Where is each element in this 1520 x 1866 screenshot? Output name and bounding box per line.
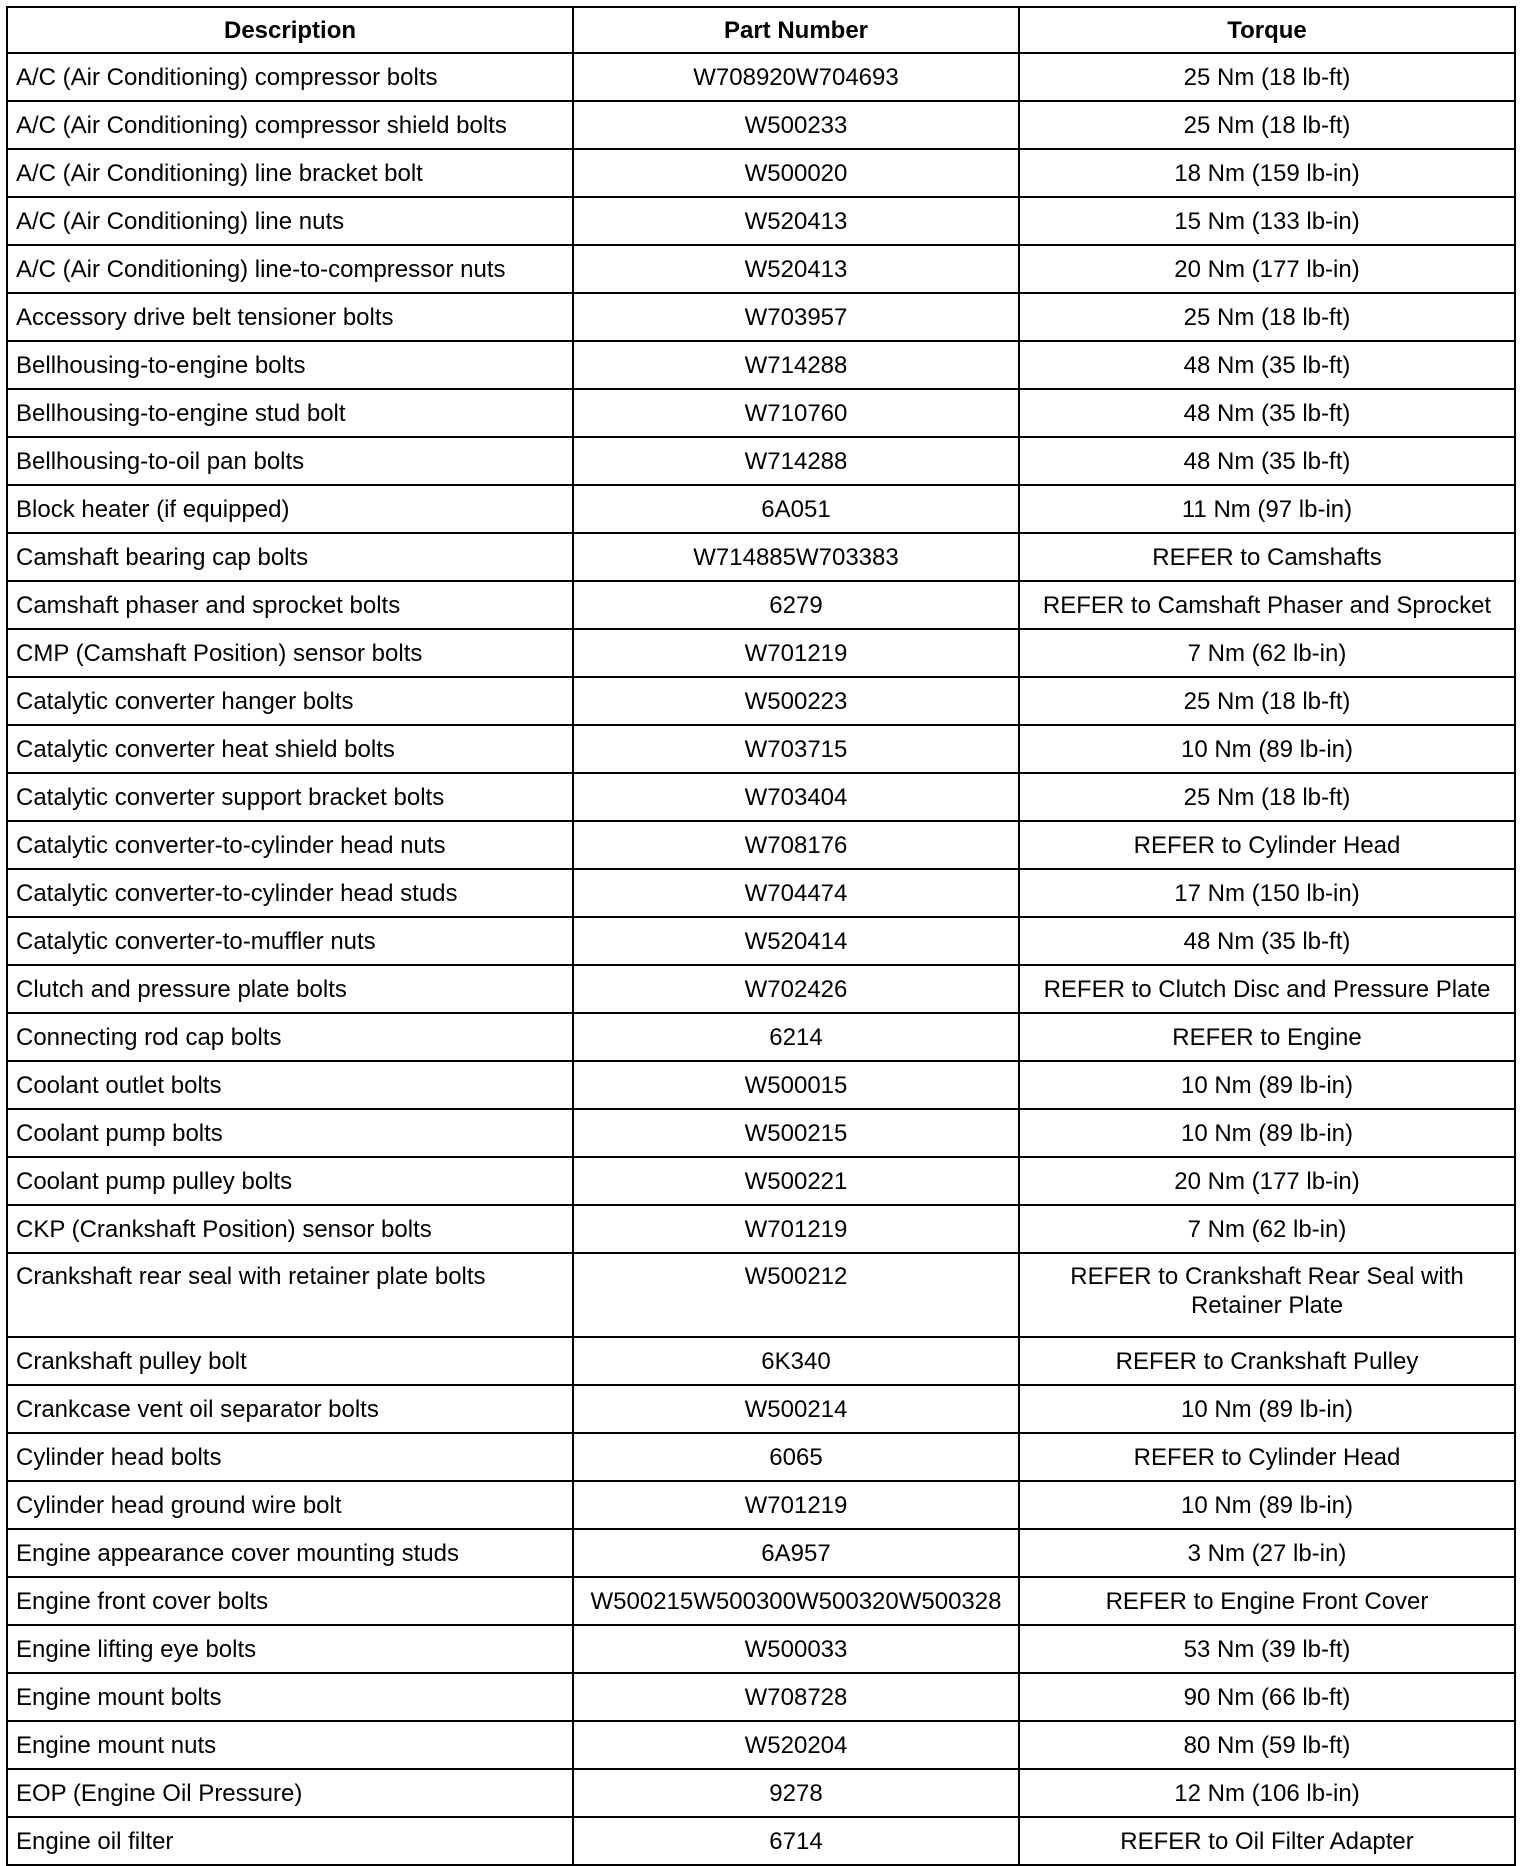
- description-cell: Catalytic converter-to-cylinder head nuts: [7, 821, 573, 869]
- part-number-cell: 6K340: [573, 1337, 1019, 1385]
- torque-cell: 18 Nm (159 lb-in): [1019, 149, 1515, 197]
- table-row: [7, 1673, 1515, 1721]
- description-cell: Camshaft phaser and sprocket bolts: [7, 581, 573, 629]
- description-cell: Cylinder head ground wire bolt: [7, 1481, 573, 1529]
- table-row: [7, 821, 1515, 869]
- torque-cell: 25 Nm (18 lb-ft): [1019, 677, 1515, 725]
- torque-cell: 48 Nm (35 lb-ft): [1019, 389, 1515, 437]
- description-cell: Engine appearance cover mounting studs: [7, 1529, 573, 1577]
- part-number-cell: W500214: [573, 1385, 1019, 1433]
- description-cell: A/C (Air Conditioning) line-to-compressor nuts: [7, 245, 573, 293]
- torque-cell: 48 Nm (35 lb-ft): [1019, 341, 1515, 389]
- torque-cell: 10 Nm (89 lb-in): [1019, 1481, 1515, 1529]
- description-cell: A/C (Air Conditioning) compressor bolts: [7, 53, 573, 101]
- torque-cell: 12 Nm (106 lb-in): [1019, 1769, 1515, 1817]
- part-number-cell: W500020: [573, 149, 1019, 197]
- torque-cell: 80 Nm (59 lb-ft): [1019, 1721, 1515, 1769]
- part-number-cell: W500015: [573, 1061, 1019, 1109]
- description-cell: Block heater (if equipped): [7, 485, 573, 533]
- description-cell: CKP (Crankshaft Position) sensor bolts: [7, 1205, 573, 1253]
- table-row: [7, 725, 1515, 773]
- torque-cell: 25 Nm (18 lb-ft): [1019, 773, 1515, 821]
- part-number-cell: W714885W703383: [573, 533, 1019, 581]
- description-cell: Bellhousing-to-engine stud bolt: [7, 389, 573, 437]
- table-row: [7, 1577, 1515, 1625]
- part-number-cell: W708176: [573, 821, 1019, 869]
- torque-cell: 7 Nm (62 lb-in): [1019, 629, 1515, 677]
- torque-cell: REFER to Crankshaft Pulley: [1019, 1337, 1515, 1385]
- description-cell: Clutch and pressure plate bolts: [7, 965, 573, 1013]
- table-row: [7, 293, 1515, 341]
- table-row: [7, 1013, 1515, 1061]
- table-row: [7, 1433, 1515, 1481]
- description-cell: Bellhousing-to-engine bolts: [7, 341, 573, 389]
- torque-cell: REFER to Engine: [1019, 1013, 1515, 1061]
- torque-cell: 10 Nm (89 lb-in): [1019, 1109, 1515, 1157]
- part-number-cell: W500212: [573, 1253, 1019, 1337]
- description-cell: Bellhousing-to-oil pan bolts: [7, 437, 573, 485]
- table-row: [7, 1817, 1515, 1865]
- table-row: [7, 437, 1515, 485]
- description-cell: Catalytic converter support bracket bolts: [7, 773, 573, 821]
- part-number-cell: W520413: [573, 245, 1019, 293]
- part-number-cell: W703957: [573, 293, 1019, 341]
- table-row: [7, 245, 1515, 293]
- part-number-cell: W702426: [573, 965, 1019, 1013]
- part-number-cell: W701219: [573, 629, 1019, 677]
- part-number-cell: W520204: [573, 1721, 1019, 1769]
- header-torque: Torque: [1019, 7, 1515, 53]
- part-number-cell: W708728: [573, 1673, 1019, 1721]
- header-part-number: Part Number: [573, 7, 1019, 53]
- description-cell: Catalytic converter heat shield bolts: [7, 725, 573, 773]
- description-cell: Accessory drive belt tensioner bolts: [7, 293, 573, 341]
- part-number-cell: W701219: [573, 1205, 1019, 1253]
- torque-cell: REFER to Cylinder Head: [1019, 1433, 1515, 1481]
- torque-cell: 48 Nm (35 lb-ft): [1019, 917, 1515, 965]
- part-number-cell: W710760: [573, 389, 1019, 437]
- torque-cell: 25 Nm (18 lb-ft): [1019, 293, 1515, 341]
- description-cell: Engine lifting eye bolts: [7, 1625, 573, 1673]
- part-number-cell: W500033: [573, 1625, 1019, 1673]
- description-cell: Engine mount nuts: [7, 1721, 573, 1769]
- description-cell: Coolant outlet bolts: [7, 1061, 573, 1109]
- description-cell: Engine oil filter: [7, 1817, 573, 1865]
- torque-cell: 48 Nm (35 lb-ft): [1019, 437, 1515, 485]
- table-row: [7, 581, 1515, 629]
- torque-cell: REFER to Cylinder Head: [1019, 821, 1515, 869]
- part-number-cell: W701219: [573, 1481, 1019, 1529]
- torque-cell: 25 Nm (18 lb-ft): [1019, 101, 1515, 149]
- description-cell: Crankshaft pulley bolt: [7, 1337, 573, 1385]
- table-row: [7, 677, 1515, 725]
- description-cell: Connecting rod cap bolts: [7, 1013, 573, 1061]
- table-row: [7, 1385, 1515, 1433]
- torque-cell: 17 Nm (150 lb-in): [1019, 869, 1515, 917]
- table-row: [7, 1157, 1515, 1205]
- part-number-cell: W520414: [573, 917, 1019, 965]
- table-row: [7, 533, 1515, 581]
- description-cell: EOP (Engine Oil Pressure): [7, 1769, 573, 1817]
- torque-cell: 20 Nm (177 lb-in): [1019, 245, 1515, 293]
- torque-cell: 90 Nm (66 lb-ft): [1019, 1673, 1515, 1721]
- description-cell: Coolant pump pulley bolts: [7, 1157, 573, 1205]
- table-row: [7, 1769, 1515, 1817]
- description-cell: A/C (Air Conditioning) compressor shield bolts: [7, 101, 573, 149]
- torque-cell: 15 Nm (133 lb-in): [1019, 197, 1515, 245]
- table-row: [7, 149, 1515, 197]
- table-row: [7, 1253, 1515, 1337]
- table-header-row: [7, 7, 1515, 53]
- table-row: [7, 1205, 1515, 1253]
- part-number-cell: W500221: [573, 1157, 1019, 1205]
- table-row: [7, 197, 1515, 245]
- table-row: [7, 53, 1515, 101]
- part-number-cell: 6A957: [573, 1529, 1019, 1577]
- description-cell: A/C (Air Conditioning) line nuts: [7, 197, 573, 245]
- torque-cell: 53 Nm (39 lb-ft): [1019, 1625, 1515, 1673]
- table-row: [7, 917, 1515, 965]
- description-cell: Engine mount bolts: [7, 1673, 573, 1721]
- part-number-cell: W500233: [573, 101, 1019, 149]
- table-row: [7, 1625, 1515, 1673]
- part-number-cell: 6065: [573, 1433, 1019, 1481]
- table-row: [7, 341, 1515, 389]
- part-number-cell: W708920W704693: [573, 53, 1019, 101]
- description-cell: Catalytic converter-to-muffler nuts: [7, 917, 573, 965]
- torque-cell: 10 Nm (89 lb-in): [1019, 1061, 1515, 1109]
- part-number-cell: 6279: [573, 581, 1019, 629]
- torque-cell: 3 Nm (27 lb-in): [1019, 1529, 1515, 1577]
- torque-cell: REFER to Engine Front Cover: [1019, 1577, 1515, 1625]
- table-row: [7, 965, 1515, 1013]
- part-number-cell: W703715: [573, 725, 1019, 773]
- description-cell: Coolant pump bolts: [7, 1109, 573, 1157]
- part-number-cell: W714288: [573, 341, 1019, 389]
- table-row: [7, 1721, 1515, 1769]
- part-number-cell: 6714: [573, 1817, 1019, 1865]
- part-number-cell: 9278: [573, 1769, 1019, 1817]
- torque-cell: 20 Nm (177 lb-in): [1019, 1157, 1515, 1205]
- torque-cell: REFER to Camshaft Phaser and Sprocket: [1019, 581, 1515, 629]
- torque-cell: 10 Nm (89 lb-in): [1019, 1385, 1515, 1433]
- part-number-cell: 6A051: [573, 485, 1019, 533]
- description-cell: CMP (Camshaft Position) sensor bolts: [7, 629, 573, 677]
- torque-cell: REFER to Crankshaft Rear Seal with Retainer Plate: [1019, 1253, 1515, 1337]
- part-number-cell: W500215W500300W500320W500328: [573, 1577, 1019, 1625]
- description-cell: Catalytic converter-to-cylinder head studs: [7, 869, 573, 917]
- description-cell: Engine front cover bolts: [7, 1577, 573, 1625]
- table-row: [7, 629, 1515, 677]
- part-number-cell: W714288: [573, 437, 1019, 485]
- part-number-cell: W500223: [573, 677, 1019, 725]
- header-description: Description: [7, 7, 573, 53]
- part-number-cell: 6214: [573, 1013, 1019, 1061]
- description-cell: Camshaft bearing cap bolts: [7, 533, 573, 581]
- torque-cell: REFER to Clutch Disc and Pressure Plate: [1019, 965, 1515, 1013]
- table-row: [7, 101, 1515, 149]
- torque-cell: 25 Nm (18 lb-ft): [1019, 53, 1515, 101]
- part-number-cell: W520413: [573, 197, 1019, 245]
- torque-cell: 7 Nm (62 lb-in): [1019, 1205, 1515, 1253]
- torque-cell: 11 Nm (97 lb-in): [1019, 485, 1515, 533]
- table-body: [7, 53, 1515, 1865]
- torque-cell: REFER to Oil Filter Adapter: [1019, 1817, 1515, 1865]
- part-number-cell: W500215: [573, 1109, 1019, 1157]
- table-row: [7, 1109, 1515, 1157]
- table-row: [7, 389, 1515, 437]
- description-cell: A/C (Air Conditioning) line bracket bolt: [7, 149, 573, 197]
- table-row: [7, 869, 1515, 917]
- description-cell: Crankcase vent oil separator bolts: [7, 1385, 573, 1433]
- table-row: [7, 1337, 1515, 1385]
- description-cell: Cylinder head bolts: [7, 1433, 573, 1481]
- description-cell: Catalytic converter hanger bolts: [7, 677, 573, 725]
- torque-cell: 10 Nm (89 lb-in): [1019, 725, 1515, 773]
- part-number-cell: W704474: [573, 869, 1019, 917]
- table-row: [7, 773, 1515, 821]
- torque-spec-table: [6, 6, 1516, 1866]
- torque-cell: REFER to Camshafts: [1019, 533, 1515, 581]
- table-row: [7, 1529, 1515, 1577]
- table-row: [7, 485, 1515, 533]
- table-row: [7, 1481, 1515, 1529]
- description-cell: Crankshaft rear seal with retainer plate bolts: [7, 1253, 573, 1337]
- table-row: [7, 1061, 1515, 1109]
- part-number-cell: W703404: [573, 773, 1019, 821]
